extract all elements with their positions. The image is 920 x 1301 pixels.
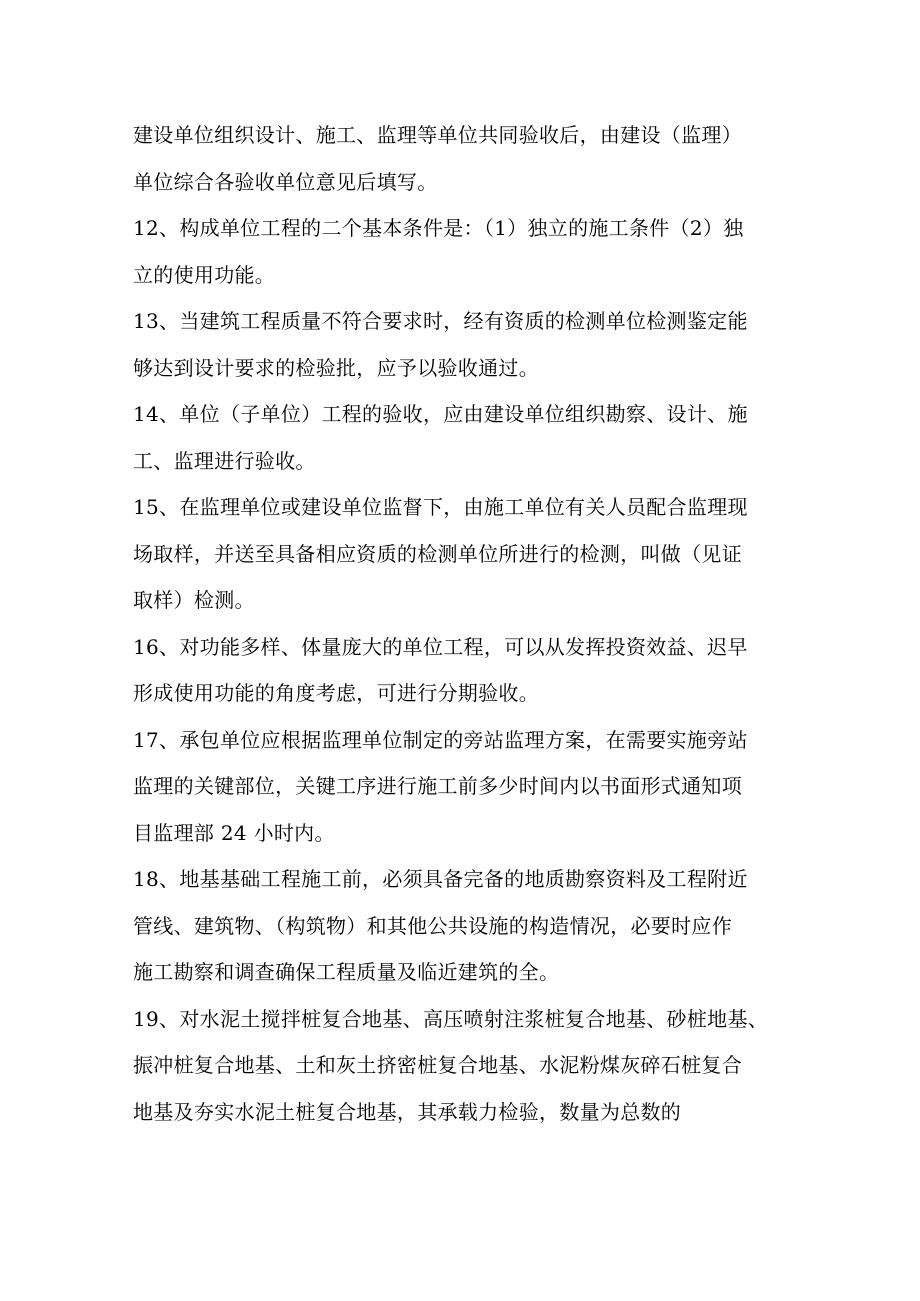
text-line: 够达到设计要求的检验批，应予以验收通过。 <box>133 355 539 380</box>
text-line: 振冲桩复合地基、土和灰土挤密桩复合地基、水泥粉煤灰碎石桩复合 <box>133 1053 742 1077</box>
text-line: 15、在监理单位或建设单位监督下，由施工单位有关人员配合监理现 <box>133 495 748 519</box>
text-line: 监理的关键部位，关键工序进行施工前多少时间内以书面形式通知项 <box>133 774 742 798</box>
text-line: 14、单位（子单位）工程的验收，应由建设单位组织勘察、设计、施 <box>133 402 748 426</box>
text-line: 形成使用功能的角度考虑，可进行分期验收。 <box>133 681 539 705</box>
text-line: 地基及夯实水泥土桩复合地基，其承载力检验，数量为总数的 <box>133 1099 682 1124</box>
text-line: 场取样，并送至具备相应资质的检测单位所进行的检测，叫做（见证 <box>133 541 742 566</box>
text-line: 立的使用功能。 <box>133 262 276 287</box>
text-line: 工、监理进行验收。 <box>133 448 316 473</box>
text-line: 12、构成单位工程的二个基本条件是：（1）独立的施工条件（2）独 <box>133 216 744 240</box>
text-line: 施工勘察和调查确保工程质量及临近建筑的全。 <box>133 960 560 984</box>
text-line: 17、承包单位应根据监理单位制定的旁站监理方案，在需要实施旁站 <box>133 727 748 752</box>
document-body <box>133 112 803 1135</box>
text-line: 取样）检测。 <box>133 588 255 612</box>
text-line: 管线、建筑物、（构筑物）和其他公共设施的构造情况，必要时应作 <box>133 913 732 938</box>
text-line: 18、地基基础工程施工前，必须具备完备的地质勘察资料及工程附近 <box>133 867 748 891</box>
text-line: 建设单位组织设计、施工、监理等单位共同验收后，由建设（监理） <box>133 123 742 147</box>
text-line: 19、对水泥土搅拌桩复合地基、高压喷射注浆桩复合地基、砂桩地基、 <box>133 1006 769 1031</box>
text-line: 16、对功能多样、体量庞大的单位工程，可以从发挥投资效益、迟早 <box>133 634 748 659</box>
text-line: 13、当建筑工程质量不符合要求时，经有资质的检测单位检测鉴定能 <box>133 309 748 333</box>
text-line: 目监理部 24 小时内。 <box>133 820 335 845</box>
text-line: 单位综合各验收单位意见后填写。 <box>133 169 438 194</box>
